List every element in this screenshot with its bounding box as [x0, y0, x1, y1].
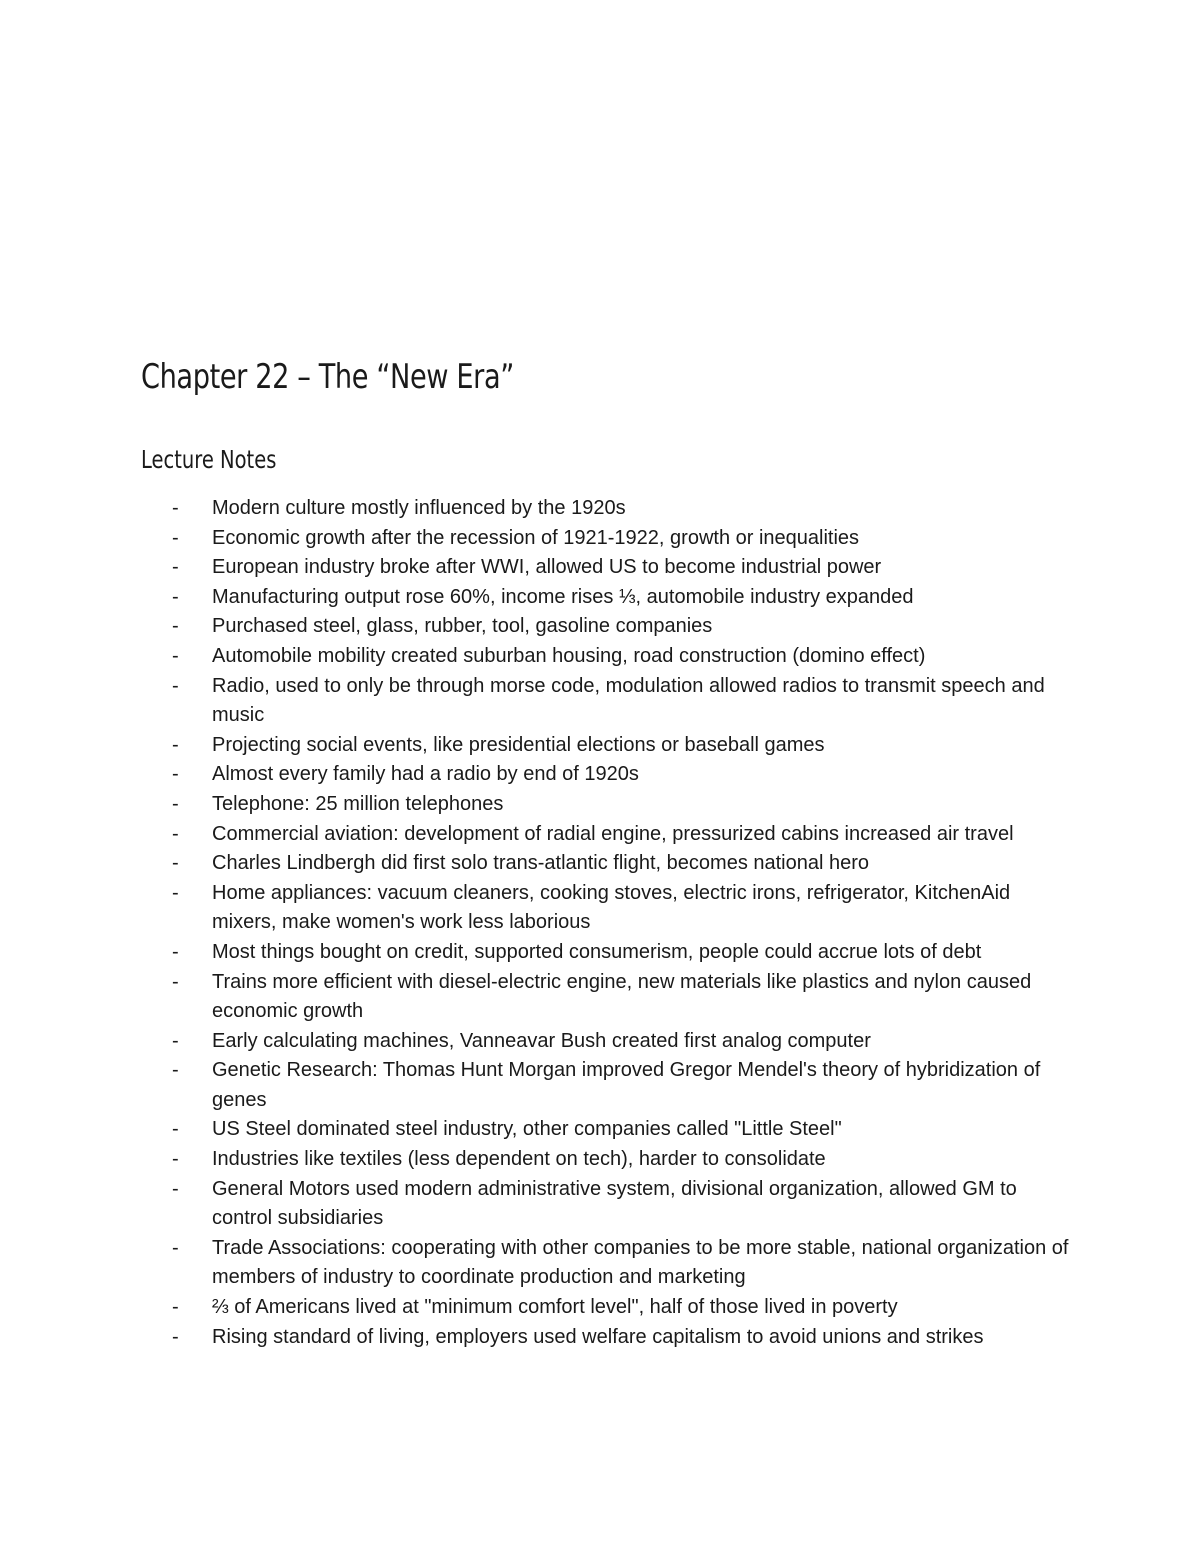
- list-item: [172, 642, 1072, 672]
- bullet-dash: -: [172, 733, 179, 756]
- bullet-dash: -: [172, 852, 179, 875]
- list-item: [172, 494, 1072, 524]
- bullet-dash: -: [172, 1296, 179, 1319]
- list-item: [172, 849, 1072, 879]
- list-item: [172, 820, 1072, 850]
- list-item: [172, 583, 1072, 613]
- list-item: [172, 760, 1072, 790]
- list-item-text: Most things bought on credit, supported consumerism, people could accrue lots of debt: [212, 940, 982, 963]
- list-item: [172, 1234, 1072, 1293]
- list-item-text: Telephone: 25 million telephones: [212, 792, 504, 815]
- list-item-text: Genetic Research: Thomas Hunt Morgan improved Gregor Mendel's theory of hybridization of genes: [212, 1059, 1041, 1111]
- bullet-dash: -: [172, 585, 179, 608]
- list-item-text: Purchased steel, glass, rubber, tool, gasoline companies: [212, 615, 713, 638]
- bullet-dash: -: [172, 644, 179, 667]
- list-item-text: Economic growth after the recession of 1921-1922, growth or inequalities: [212, 526, 860, 549]
- bullet-dash: -: [172, 674, 179, 697]
- bullet-dash: -: [172, 1325, 179, 1348]
- list-item: [172, 612, 1072, 642]
- lecture-notes-list: [172, 494, 1072, 1352]
- bullet-dash: -: [172, 1118, 179, 1141]
- bullet-dash: -: [172, 556, 179, 579]
- bullet-dash: -: [172, 615, 179, 638]
- list-item-text: Industries like textiles (less dependent on tech), harder to consolidate: [212, 1148, 826, 1171]
- list-item: [172, 1115, 1072, 1145]
- list-item-text: Early calculating machines, Vanneavar Bush created first analog computer: [212, 1029, 871, 1052]
- list-item-text: Modern culture mostly influenced by the 1920s: [212, 497, 626, 519]
- list-item: [172, 672, 1072, 731]
- list-item-text: European industry broke after WWI, allowed US to become industrial power: [212, 556, 882, 579]
- list-item-text: Almost every family had a radio by end of 1920s: [212, 763, 639, 786]
- list-item: [172, 553, 1072, 583]
- bullet-dash: -: [172, 1177, 179, 1200]
- bullet-dash: -: [172, 881, 179, 904]
- bullet-dash: -: [172, 526, 179, 549]
- list-item-text: Commercial aviation: development of radial engine, pressurized cabins increased air travel: [212, 822, 1014, 845]
- bullet-dash: -: [172, 792, 179, 815]
- list-item-text: US Steel dominated steel industry, other companies called "Little Steel": [212, 1118, 842, 1141]
- list-item: [172, 1145, 1072, 1175]
- list-item-text: General Motors used modern administrative system, divisional organization, allowed GM to control subsidiaries: [212, 1177, 1017, 1230]
- section-heading: Lecture Notes: [141, 445, 277, 474]
- bullet-dash: -: [172, 497, 179, 519]
- list-item: [172, 879, 1072, 938]
- list-item-text: Projecting social events, like presidential elections or baseball games: [212, 733, 825, 756]
- list-item-text: Manufacturing output rose 60%, income rises ⅓, automobile industry expanded: [212, 585, 914, 608]
- list-item: [172, 1027, 1072, 1057]
- list-item: [172, 524, 1072, 554]
- list-item-text: Charles Lindbergh did first solo trans-atlantic flight, becomes national hero: [212, 852, 870, 875]
- list-item-text: Rising standard of living, employers used welfare capitalism to avoid unions and strikes: [212, 1325, 984, 1348]
- list-item: [172, 938, 1072, 968]
- list-item-text: Trade Associations: cooperating with other companies to be more stable, national organization of members of industry to coordinate production and marketing: [212, 1236, 1069, 1289]
- list-item-text: Trains more efficient with diesel-electric engine, new materials like plastics and nylon caused economic growth: [212, 970, 1032, 1023]
- bullet-dash: -: [172, 1029, 179, 1052]
- bullet-dash: -: [172, 970, 179, 993]
- list-item-text: Radio, used to only be through morse code, modulation allowed radios to transmit speech and music: [212, 674, 1045, 727]
- list-item: [172, 1293, 1072, 1323]
- list-item: [172, 968, 1072, 1027]
- bullet-dash: -: [172, 822, 179, 845]
- list-item: [172, 1323, 1072, 1353]
- list-item-text: Automobile mobility created suburban housing, road construction (domino effect): [212, 644, 926, 667]
- list-item-text: Home appliances: vacuum cleaners, cooking stoves, electric irons, refrigerator, KitchenAid mixers, make women's work less laborious: [212, 881, 1011, 934]
- bullet-dash: -: [172, 1236, 179, 1259]
- list-item: [172, 1056, 1072, 1115]
- list-item: [172, 790, 1072, 820]
- page-title: Chapter 22 – The “New Era”: [141, 357, 514, 397]
- list-item: [172, 731, 1072, 761]
- bullet-dash: -: [172, 1148, 179, 1171]
- bullet-dash: -: [172, 940, 179, 963]
- bullet-dash: -: [172, 763, 179, 786]
- list-item: [172, 1175, 1072, 1234]
- list-item-text: ⅔ of Americans lived at "minimum comfort level", half of those lived in poverty: [212, 1296, 898, 1319]
- bullet-dash: -: [172, 1059, 179, 1082]
